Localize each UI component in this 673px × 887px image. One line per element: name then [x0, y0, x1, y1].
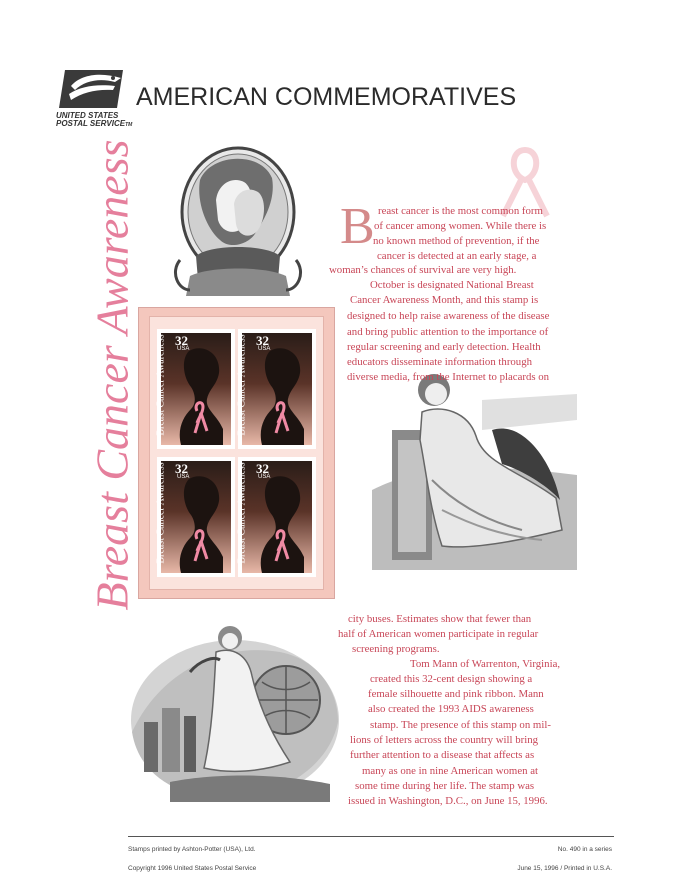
stamp-caption: Breast Cancer Awareness [155, 462, 167, 564]
footer-divider [128, 836, 614, 837]
body-line: October is designated National Breast [370, 279, 534, 291]
vertical-title-text: Breast Cancer Awareness [86, 139, 138, 611]
stamp-artwork [242, 461, 312, 573]
silhouette-ribbon-icon [242, 333, 312, 445]
body-line: designed to help raise awareness of the disease [347, 310, 550, 322]
stamp-country: USA [177, 346, 190, 352]
stamp-caption: Breast Cancer Awareness [155, 334, 167, 436]
body-line: also created the 1993 AIDS awareness [368, 703, 534, 715]
body-line: issued in Washington, D.C., on June 15, 1996. [348, 795, 548, 807]
seated-woman-engraving [372, 360, 577, 570]
body-line: city buses. Estimates show that fewer than [348, 613, 532, 625]
stamp-denomination: 32 [256, 333, 269, 348]
stamp-denomination: 32 [175, 461, 188, 476]
stamp-artwork [242, 333, 312, 445]
stamp [157, 329, 235, 449]
footer-printer: Stamps printed by Ashton-Potter (USA), Ltd. [128, 846, 256, 853]
body-line: reast cancer is the most common form [378, 205, 543, 217]
usps-line2-wrap [56, 120, 132, 129]
body-line: and bring public attention to the importance of [347, 326, 549, 338]
body-line: lions of letters across the country will bring [350, 734, 539, 746]
body-line: regular screening and early detection. Health [347, 341, 541, 353]
usps-eagle-logo-icon [57, 64, 127, 112]
silhouette-ribbon-icon [242, 461, 312, 573]
usps-line2: POSTAL SERVICE [56, 119, 126, 128]
vertical-title [82, 139, 142, 611]
body-line: half of American women participate in regular [338, 628, 539, 640]
stamp-artwork [161, 461, 231, 573]
silhouette-ribbon-icon [161, 461, 231, 573]
body-line: Tom Mann of Warrenton, Virginia, [410, 658, 561, 670]
stamp [238, 457, 316, 577]
body-line: some time during her life. The stamp was [355, 780, 535, 792]
body-line: woman’s chances of survival are very high. [329, 264, 517, 276]
body-line: female silhouette and pink ribbon. Mann [368, 688, 544, 700]
body-line: educators disseminate information through [347, 356, 533, 368]
stamp-denomination: 32 [175, 333, 188, 348]
stamp [157, 457, 235, 577]
stamp-country: USA [177, 474, 190, 480]
usps-tm: TM [125, 122, 133, 128]
body-line: stamp. The presence of this stamp on mil- [370, 719, 551, 731]
stamp-caption: Breast Cancer Awareness [236, 334, 248, 436]
body-line: of cancer among women. While there is [374, 220, 547, 232]
stamp [238, 329, 316, 449]
stamp-caption-wrap [237, 329, 247, 441]
stamp-pane-inner [149, 316, 324, 590]
body-dropcap: B [340, 198, 375, 255]
body-line: further attention to a disease that affects as [350, 749, 535, 761]
body-line: created this 32-cent design showing a [370, 673, 533, 685]
stamp-caption: Breast Cancer Awareness [236, 462, 248, 564]
footer-copyright: Copyright 1996 United States Postal Service [128, 865, 257, 872]
stamp-caption-wrap [156, 329, 166, 441]
stamp-caption-wrap [156, 457, 166, 569]
silhouette-ribbon-icon [161, 333, 231, 445]
stamp-artwork [161, 333, 231, 445]
body-line: diverse media, from the Internet to placards on [347, 371, 550, 383]
body-line: no known method of prevention, if the [373, 235, 540, 247]
stamp-denomination: 32 [256, 461, 269, 476]
stamp-pane [138, 307, 335, 599]
usps-line1: UNITED STATES [56, 111, 119, 120]
footer-date: June 15, 1996 / Printed in U.S.A. [517, 865, 612, 872]
stamp-country: USA [258, 346, 271, 352]
woman-with-globe-engraving [130, 612, 340, 807]
classical-heads-engraving [160, 140, 315, 300]
stamp-country: USA [258, 474, 271, 480]
page-title: AMERICAN COMMEMORATIVES [136, 83, 517, 111]
body-line: Cancer Awareness Month, and this stamp is [350, 294, 539, 306]
stamp-caption-wrap [237, 457, 247, 569]
usps-wordmark [56, 112, 132, 129]
body-line: cancer is detected at an early stage, a [377, 250, 537, 262]
body-line: screening programs. [352, 643, 440, 655]
body-line: many as one in nine American women at [362, 765, 538, 777]
footer-series: No. 490 in a series [557, 846, 612, 853]
